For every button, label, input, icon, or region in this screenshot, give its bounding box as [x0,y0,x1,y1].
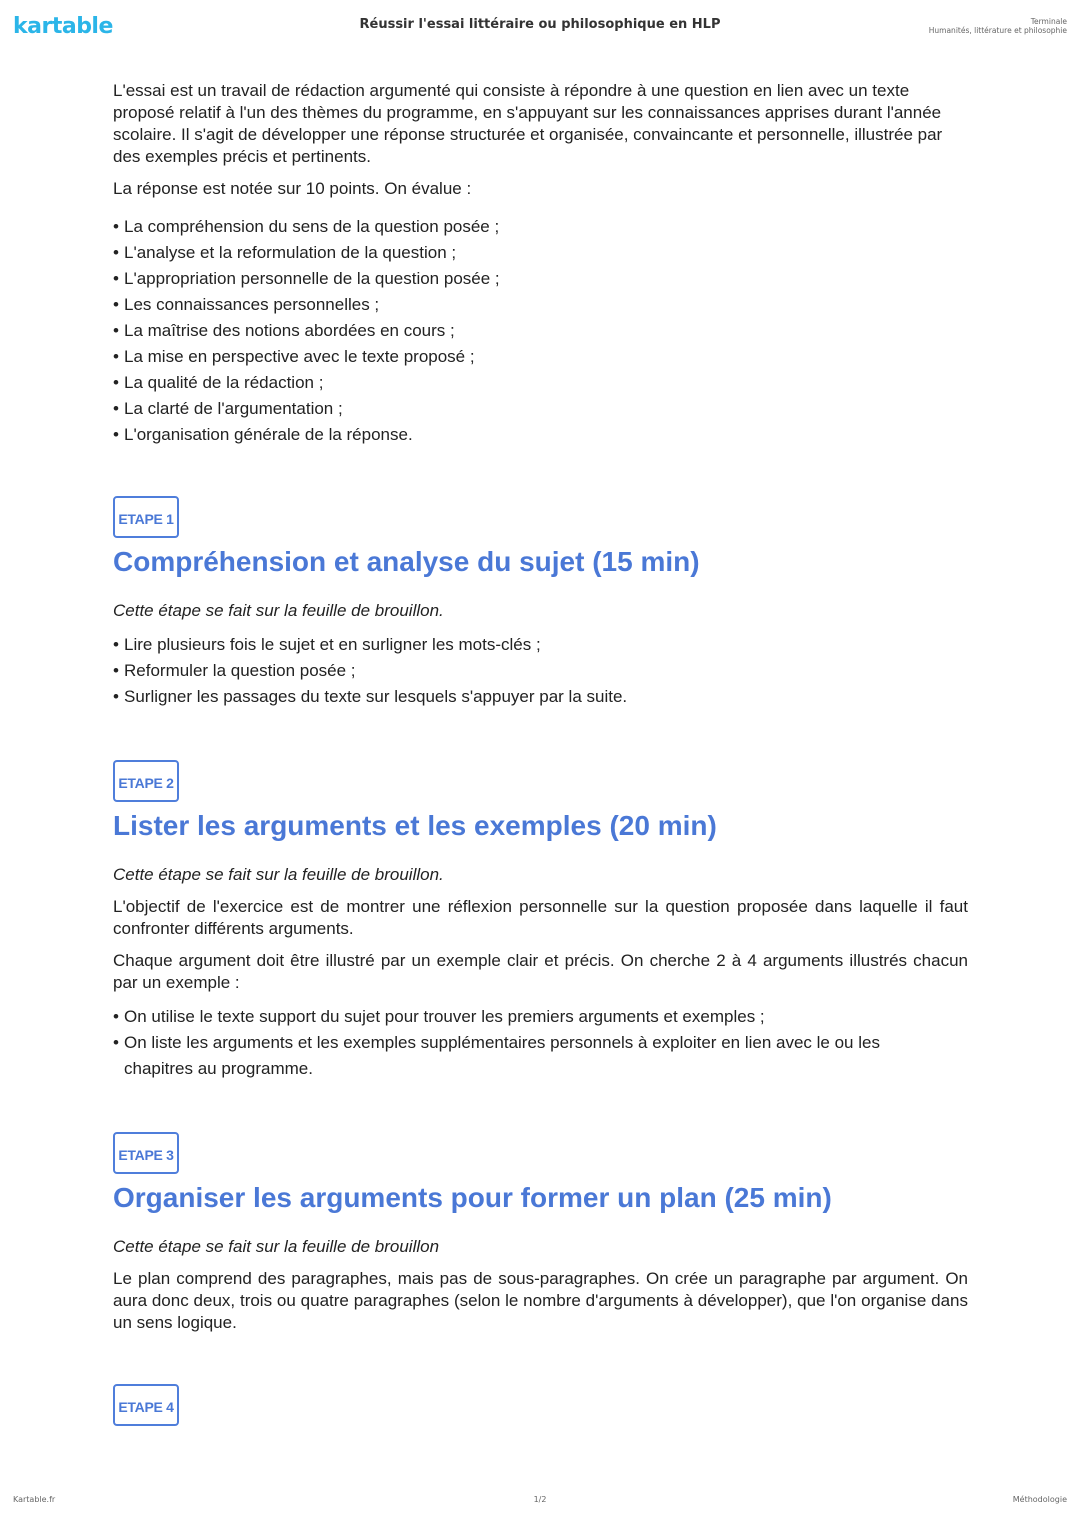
kartable-logo[interactable]: kartable [13,14,113,39]
footer-page-number: 1/2 [533,1495,547,1504]
list-item: • La clarté de l'argumentation ; [124,396,968,422]
list-item: • Surligner les passages du texte sur lesquels s'appuyer par la suite. [124,684,968,710]
step-paragraph: Chaque argument doit être illustré par un exemple clair et précis. On cherche 2 à 4 arguments illustrés chacun par un exemple : [113,951,968,992]
step-badge: ETAPE 3 [113,1132,179,1174]
step-paragraph: L'objectif de l'exercice est de montrer une réflexion personnelle sur la question proposée dans laquelle il faut confronter différents arguments. [113,897,968,938]
step-note: Cette étape se fait sur la feuille de brouillon. [113,865,444,884]
step-3 [113,1132,968,1334]
step-badge: ETAPE 4 [113,1384,179,1426]
list-item: • La compréhension du sens de la question posée ; [124,214,968,240]
list-item: • Les connaissances personnelles ; [124,292,968,318]
step-paragraph: Le plan comprend des paragraphes, mais pas de sous-paragraphes. On crée un paragraphe par argument. On aura donc deux, trois ou quatre paragraphes (selon le nombre d'arguments à développer), que l'on organise dans un sens logique. [113,1269,968,1332]
step-title: Organiser les arguments pour former un plan (25 min) [113,1182,832,1213]
list-item: • Reformuler la question posée ; [124,658,968,684]
footer-site[interactable]: Kartable.fr [13,1495,56,1504]
step-note: Cette étape se fait sur la feuille de brouillon. [113,601,444,620]
grading-text: La réponse est notée sur 10 points. On évalue : [113,179,472,198]
footer-category: Méthodologie [1012,1495,1067,1504]
list-item: • On utilise le texte support du sujet pour trouver les premiers arguments et exemples ; [124,1004,968,1030]
list-item: • L'appropriation personnelle de la question posée ; [124,266,968,292]
step-title: Compréhension et analyse du sujet (15 min) [113,546,700,577]
step-list [113,632,968,710]
step-2 [113,760,968,1082]
step-note: Cette étape se fait sur la feuille de brouillon [113,1237,440,1256]
list-item: • La qualité de la rédaction ; [124,370,968,396]
step-1 [113,496,968,710]
step-badge: ETAPE 1 [113,496,179,538]
document-title: Réussir l'essai littéraire ou philosophique en HLP [359,17,721,32]
step-list [113,1004,968,1082]
main-content [113,80,968,1426]
step-4 [113,1384,968,1426]
subject-label: Humanités, littérature et philosophie [928,26,1067,35]
list-item: • L'analyse et la reformulation de la question ; [124,240,968,266]
level-label: Terminale [1030,17,1067,26]
list-item: • La mise en perspective avec le texte proposé ; [124,344,968,370]
list-item: • La maîtrise des notions abordées en cours ; [124,318,968,344]
intro-paragraph: L'essai est un travail de rédaction argumenté qui consiste à répondre à une question en lien avec un texte proposé relatif à l'un des thèmes du programme, en s'appuyant sur les connaissances apprises durant l'année scolaire. Il s'agit de développer une réponse structurée et organisée, convaincante et personnelle, illustrée par des exemples précis et pertinents. [113,81,943,166]
step-title: Lister les arguments et les exemples (20 min) [113,810,717,841]
step-badge: ETAPE 2 [113,760,179,802]
list-item: • On liste les arguments et les exemples supplémentaires personnels à exploiter en lien avec le ou les chapitres au programme. [124,1030,968,1082]
list-item: • L'organisation générale de la réponse. [124,422,968,448]
criteria-list [113,214,968,448]
list-item: • Lire plusieurs fois le sujet et en surligner les mots-clés ; [124,632,968,658]
header-meta [929,17,1067,35]
